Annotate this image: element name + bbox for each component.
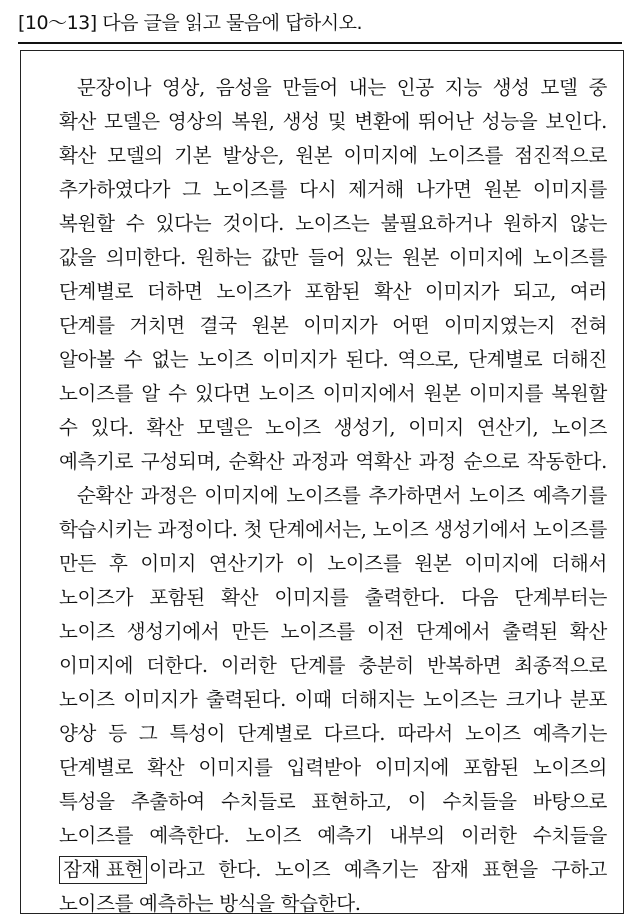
passage-line: 만든 후 이미지 연산기가 이 노이즈를 원본 이미지에 더해서 (59, 552, 607, 575)
passage-line: 노이즈를 예측한다. 노이즈 예측기 내부의 이러한 수치들을 (59, 824, 607, 847)
passage-line: 확산 모델은 영상의 복원, 생성 및 변환에 뛰어난 성능을 보인다. (59, 110, 607, 133)
passage-line: 노이즈 생성기에서 만든 노이즈를 이전 단계에서 출력된 확산 (59, 620, 607, 643)
passage-line: 이미지에 더한다. 이러한 단계를 충분히 반복하면 최종적으로 (59, 654, 607, 677)
passage-box (20, 50, 624, 914)
passage-line: 특성을 추출하여 수치들로 표현하고, 이 수치들을 바탕으로 (59, 790, 607, 813)
passage-line: 단계를 거치면 결국 원본 이미지가 어떤 이미지였는지 전혀 (59, 314, 607, 337)
passage-line: 수 있다. 확산 모델은 노이즈 생성기, 이미지 연산기, 노이즈 (59, 416, 607, 439)
passage-line: 학습시키는 과정이다. 첫 단계에서는, 노이즈 생성기에서 노이즈를 (59, 518, 607, 541)
passage-line: 추가하였다가 그 노이즈를 다시 제거해 나가면 원본 이미지를 (59, 178, 607, 201)
passage-line: 노이즈를 알 수 있다면 노이즈 이미지에서 원본 이미지를 복원할 (59, 382, 607, 405)
passage-line: 노이즈가 포함된 확산 이미지를 출력한다. 다음 단계부터는 (59, 586, 607, 609)
passage-line: 양상 등 그 특성이 단계별로 다르다. 따라서 노이즈 예측기는 (59, 722, 607, 745)
passage-line: 단계별로 확산 이미지를 입력받아 이미지에 포함된 노이즈의 (59, 756, 607, 779)
boxed-term: 잠재 표현 (59, 856, 147, 884)
passage-line-rest: 이라고 한다. 노이즈 예측기는 잠재 표현을 구하고 (149, 858, 607, 881)
passage-line: 순확산 과정은 이미지에 노이즈를 추가하면서 노이즈 예측기를 (77, 484, 607, 507)
passage-line: 단계별로 더하면 노이즈가 포함된 확산 이미지가 되고, 여러 (59, 280, 607, 303)
passage-line: 값을 의미한다. 원하는 값만 들어 있는 원본 이미지에 노이즈를 (59, 246, 607, 269)
passage-line: 문장이나 영상, 음성을 만들어 내는 인공 지능 생성 모델 중 (77, 76, 607, 99)
passage-line: 복원할 수 있다는 것이다. 노이즈는 불필요하거나 원하지 않는 (59, 212, 607, 235)
passage-line: 확산 모델의 기본 발상은, 원본 이미지에 노이즈를 점진적으로 (59, 144, 607, 167)
passage-line: 노이즈 이미지가 출력된다. 이때 더해지는 노이즈는 크기나 분포 (59, 688, 607, 711)
passage-line: 알아볼 수 없는 노이즈 이미지가 된다. 역으로, 단계별로 더해진 (59, 348, 607, 371)
passage-line-with-term (59, 853, 607, 887)
passage-line: 노이즈를 예측하는 방식을 학습한다. (59, 892, 361, 915)
passage-line: 예측기로 구성되며, 순확산 과정과 역확산 과정 순으로 작동한다. (59, 450, 607, 473)
question-header: [10～13] 다음 글을 읽고 물음에 답하시오. (18, 4, 622, 44)
